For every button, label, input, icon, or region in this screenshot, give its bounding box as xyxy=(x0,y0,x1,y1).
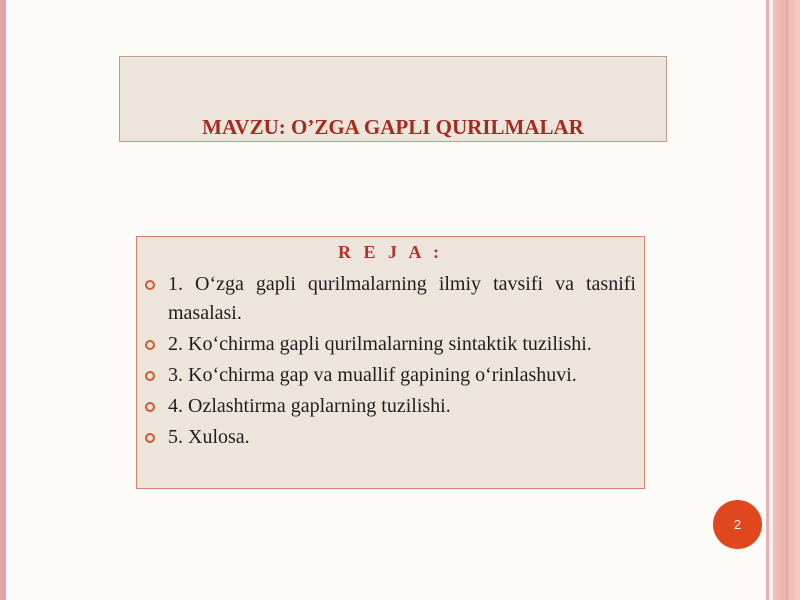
right-accent-line xyxy=(786,0,788,600)
plan-list xyxy=(143,270,636,454)
ring-bullet-icon xyxy=(145,280,155,290)
plan-box xyxy=(136,236,645,489)
plan-item-text: 2. Ko‘chirma gapli qurilmalarning sintaktik tuzilishi. xyxy=(168,333,592,355)
plan-item xyxy=(143,392,636,421)
plan-item-text: 5. Xulosa. xyxy=(168,426,250,448)
plan-heading: R E J A : xyxy=(337,242,443,262)
plan-item-text: 3. Ko‘chirma gap va muallif gapining o‘rinlashuvi. xyxy=(168,364,577,386)
plan-item-text: 1. O‘zga gapli qurilmalarning ilmiy tavsifi va tasnifi masalasi. xyxy=(168,273,636,324)
ring-bullet-icon xyxy=(145,371,155,381)
left-accent-bar xyxy=(0,0,6,600)
ring-bullet-icon xyxy=(145,402,155,412)
plan-item xyxy=(143,361,636,390)
plan-item xyxy=(143,330,636,359)
ring-bullet-icon xyxy=(145,340,155,350)
plan-item xyxy=(143,423,636,452)
ring-bullet-icon xyxy=(145,433,155,443)
plan-item-text: 4. Ozlashtirma gaplarning tuzilishi. xyxy=(168,395,451,417)
plan-item xyxy=(143,270,636,328)
slide-title: MAVZU: O’ZGA GAPLI QURILMALAR xyxy=(202,115,584,139)
page-number-badge: 2 xyxy=(713,500,762,549)
title-box xyxy=(119,56,667,142)
